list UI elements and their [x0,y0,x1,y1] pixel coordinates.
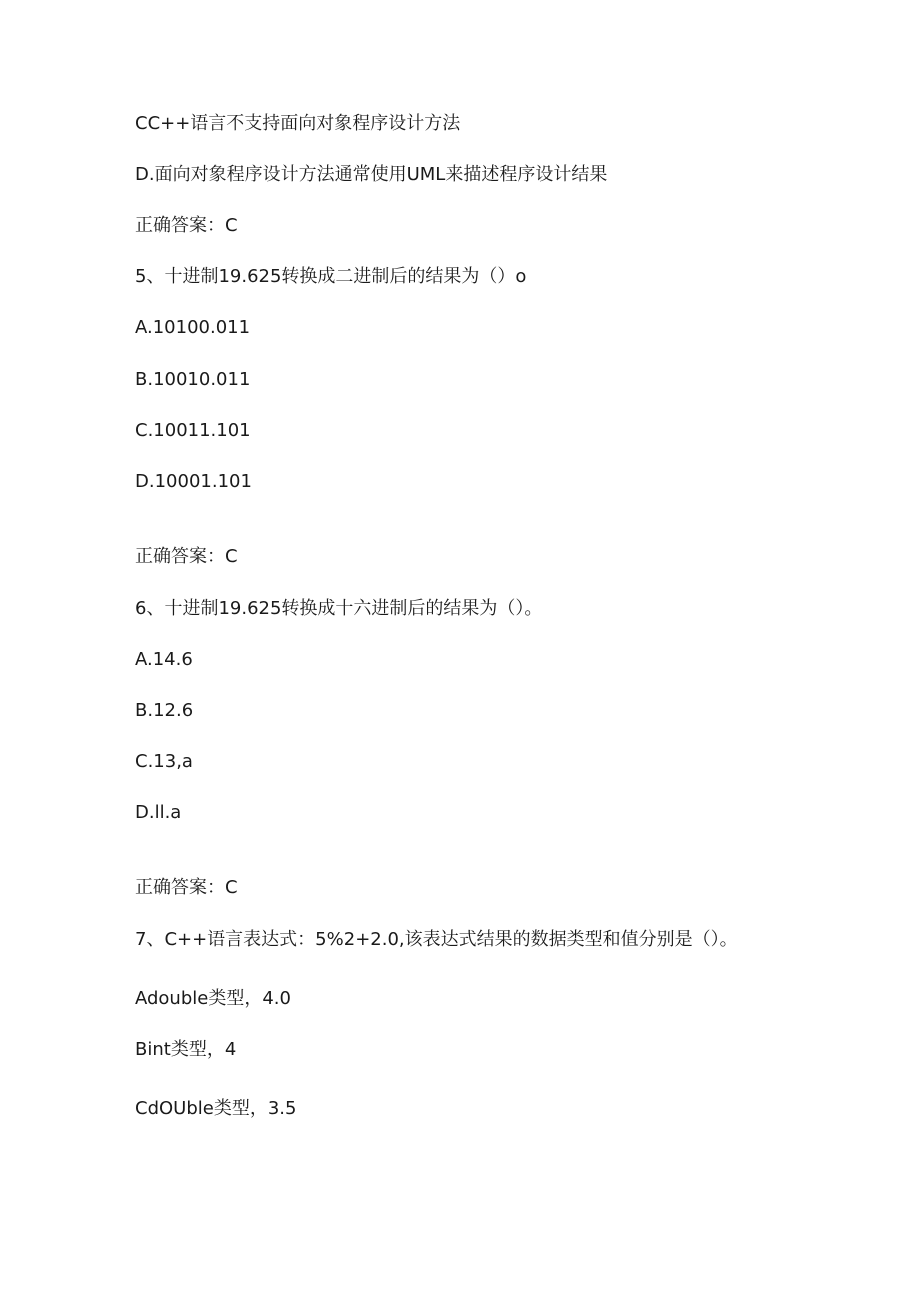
option-a-q7: Adouble类型，4.0 [135,988,291,1009]
option-b-q5: B.10010.011 [135,369,251,390]
answer-q4: 正确答案：C [135,215,238,236]
question-5: 5、十进制19.625转换成二进制后的结果为（）o [135,266,527,287]
option-d-q4: D.面向对象程序设计方法通常使用UML来描述程序设计结果 [135,164,608,185]
option-a-q6: A.14.6 [135,649,193,670]
option-b-q7: Bint类型，4 [135,1039,237,1060]
option-c-q6: C.13,a [135,751,193,772]
option-a-q5: A.10100.011 [135,317,251,338]
option-d-q5: D.10001.101 [135,471,252,492]
answer-q5: 正确答案：C [135,546,238,567]
option-c-q4: CC++语言不支持面向对象程序设计方法 [135,113,461,134]
question-7: 7、C++语言表达式：5%2+2.0,该表达式结果的数据类型和值分别是（）。 [135,929,738,950]
question-6: 6、十进制19.625转换成十六进制后的结果为（）。 [135,598,543,619]
option-b-q6: B.12.6 [135,700,194,721]
option-d-q6: D.ll.a [135,802,182,823]
option-c-q7: CdOUble类型，3.5 [135,1098,297,1119]
option-c-q5: C.10011.101 [135,420,251,441]
answer-q6: 正确答案：C [135,877,238,898]
